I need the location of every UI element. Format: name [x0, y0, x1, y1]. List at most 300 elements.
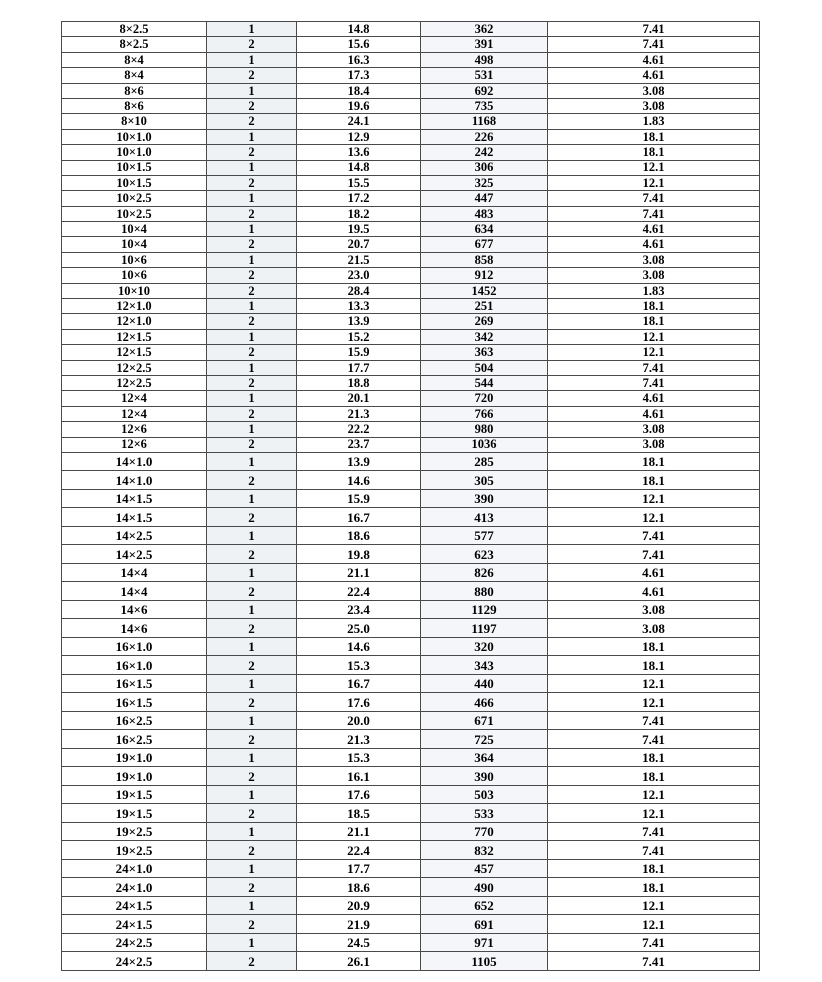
- resistance-cell: 3.08: [548, 268, 760, 283]
- cores-size-cell: 10×1.0: [62, 129, 207, 144]
- outer-diameter-cell: 22.4: [297, 841, 421, 860]
- armour-type-cell: 2: [207, 98, 297, 113]
- resistance-cell: 18.1: [548, 748, 760, 767]
- outer-diameter-cell: 15.2: [297, 329, 421, 344]
- outer-diameter-cell: 18.6: [297, 878, 421, 897]
- weight-cell: 305: [421, 471, 548, 490]
- cores-size-cell: 14×1.0: [62, 452, 207, 471]
- armour-type-cell: 1: [207, 222, 297, 237]
- weight-cell: 577: [421, 526, 548, 545]
- cores-size-cell: 19×2.5: [62, 822, 207, 841]
- outer-diameter-cell: 23.4: [297, 600, 421, 619]
- outer-diameter-cell: 20.1: [297, 391, 421, 406]
- table-row: [62, 375, 760, 390]
- weight-cell: 490: [421, 878, 548, 897]
- cores-size-cell: 12×4: [62, 406, 207, 421]
- armour-type-cell: 2: [207, 314, 297, 329]
- armour-type-cell: 2: [207, 693, 297, 712]
- cores-size-cell: 8×4: [62, 52, 207, 67]
- weight-cell: 391: [421, 37, 548, 52]
- table-row: [62, 206, 760, 221]
- weight-cell: 691: [421, 915, 548, 934]
- outer-diameter-cell: 18.2: [297, 206, 421, 221]
- armour-type-cell: 2: [207, 345, 297, 360]
- weight-cell: 503: [421, 785, 548, 804]
- outer-diameter-cell: 16.3: [297, 52, 421, 67]
- weight-cell: 466: [421, 693, 548, 712]
- armour-type-cell: 2: [207, 656, 297, 675]
- table-row: [62, 767, 760, 786]
- resistance-cell: 3.08: [548, 252, 760, 267]
- table-row: [62, 785, 760, 804]
- outer-diameter-cell: 17.3: [297, 68, 421, 83]
- table-row: [62, 345, 760, 360]
- cores-size-cell: 10×1.5: [62, 160, 207, 175]
- weight-cell: 447: [421, 191, 548, 206]
- resistance-cell: 7.41: [548, 952, 760, 971]
- resistance-cell: 4.61: [548, 222, 760, 237]
- armour-type-cell: 2: [207, 508, 297, 527]
- resistance-cell: 4.61: [548, 563, 760, 582]
- table-row: [62, 360, 760, 375]
- weight-cell: 692: [421, 83, 548, 98]
- resistance-cell: 18.1: [548, 314, 760, 329]
- outer-diameter-cell: 17.6: [297, 785, 421, 804]
- resistance-cell: 12.1: [548, 345, 760, 360]
- armour-type-cell: 1: [207, 637, 297, 656]
- table-row: [62, 563, 760, 582]
- weight-cell: 677: [421, 237, 548, 252]
- table-row: [62, 619, 760, 638]
- resistance-cell: 18.1: [548, 637, 760, 656]
- cores-size-cell: 19×1.0: [62, 767, 207, 786]
- weight-cell: 457: [421, 859, 548, 878]
- armour-type-cell: 2: [207, 37, 297, 52]
- weight-cell: 912: [421, 268, 548, 283]
- outer-diameter-cell: 13.9: [297, 314, 421, 329]
- weight-cell: 362: [421, 22, 548, 37]
- resistance-cell: 1.83: [548, 283, 760, 298]
- table-row: [62, 160, 760, 175]
- armour-type-cell: 1: [207, 360, 297, 375]
- resistance-cell: 3.08: [548, 437, 760, 452]
- cores-size-cell: 19×1.0: [62, 748, 207, 767]
- resistance-cell: 7.41: [548, 37, 760, 52]
- cores-size-cell: 12×1.0: [62, 299, 207, 314]
- table-row: [62, 693, 760, 712]
- weight-cell: 623: [421, 545, 548, 564]
- weight-cell: 720: [421, 391, 548, 406]
- outer-diameter-cell: 23.0: [297, 268, 421, 283]
- outer-diameter-cell: 19.8: [297, 545, 421, 564]
- resistance-cell: 18.1: [548, 299, 760, 314]
- armour-type-cell: 1: [207, 391, 297, 406]
- armour-type-cell: 1: [207, 489, 297, 508]
- outer-diameter-cell: 24.1: [297, 114, 421, 129]
- armour-type-cell: 2: [207, 206, 297, 221]
- outer-diameter-cell: 23.7: [297, 437, 421, 452]
- outer-diameter-cell: 15.6: [297, 37, 421, 52]
- cores-size-cell: 14×4: [62, 582, 207, 601]
- table-row: [62, 422, 760, 437]
- armour-type-cell: 1: [207, 526, 297, 545]
- outer-diameter-cell: 20.7: [297, 237, 421, 252]
- weight-cell: 1105: [421, 952, 548, 971]
- cable-spec-table: [61, 21, 760, 971]
- cores-size-cell: 14×1.5: [62, 489, 207, 508]
- weight-cell: 390: [421, 767, 548, 786]
- weight-cell: 343: [421, 656, 548, 675]
- table-row: [62, 314, 760, 329]
- resistance-cell: 7.41: [548, 711, 760, 730]
- cores-size-cell: 24×2.5: [62, 933, 207, 952]
- table-row: [62, 283, 760, 298]
- resistance-cell: 18.1: [548, 656, 760, 675]
- weight-cell: 634: [421, 222, 548, 237]
- cores-size-cell: 16×1.5: [62, 674, 207, 693]
- weight-cell: 735: [421, 98, 548, 113]
- weight-cell: 285: [421, 452, 548, 471]
- armour-type-cell: 1: [207, 711, 297, 730]
- cores-size-cell: 24×1.5: [62, 896, 207, 915]
- table-row: [62, 68, 760, 83]
- resistance-cell: 7.41: [548, 22, 760, 37]
- armour-type-cell: 1: [207, 52, 297, 67]
- table-row: [62, 175, 760, 190]
- weight-cell: 971: [421, 933, 548, 952]
- table-row: [62, 329, 760, 344]
- armour-type-cell: 2: [207, 375, 297, 390]
- table-row: [62, 600, 760, 619]
- table-row: [62, 896, 760, 915]
- table-row: [62, 114, 760, 129]
- outer-diameter-cell: 21.1: [297, 563, 421, 582]
- armour-type-cell: 1: [207, 160, 297, 175]
- armour-type-cell: 2: [207, 406, 297, 421]
- cores-size-cell: 12×1.0: [62, 314, 207, 329]
- outer-diameter-cell: 20.9: [297, 896, 421, 915]
- weight-cell: 342: [421, 329, 548, 344]
- table-row: [62, 841, 760, 860]
- armour-type-cell: 1: [207, 191, 297, 206]
- weight-cell: 498: [421, 52, 548, 67]
- outer-diameter-cell: 18.8: [297, 375, 421, 390]
- weight-cell: 440: [421, 674, 548, 693]
- armour-type-cell: 1: [207, 674, 297, 693]
- outer-diameter-cell: 15.3: [297, 748, 421, 767]
- armour-type-cell: 1: [207, 329, 297, 344]
- cores-size-cell: 10×10: [62, 283, 207, 298]
- weight-cell: 364: [421, 748, 548, 767]
- weight-cell: 390: [421, 489, 548, 508]
- armour-type-cell: 1: [207, 22, 297, 37]
- outer-diameter-cell: 18.5: [297, 804, 421, 823]
- cores-size-cell: 12×1.5: [62, 345, 207, 360]
- resistance-cell: 7.41: [548, 206, 760, 221]
- table-row: [62, 656, 760, 675]
- cores-size-cell: 8×2.5: [62, 22, 207, 37]
- armour-type-cell: 1: [207, 859, 297, 878]
- weight-cell: 269: [421, 314, 548, 329]
- armour-type-cell: 2: [207, 582, 297, 601]
- weight-cell: 880: [421, 582, 548, 601]
- cores-size-cell: 12×2.5: [62, 375, 207, 390]
- cores-size-cell: 24×2.5: [62, 952, 207, 971]
- table-row: [62, 674, 760, 693]
- cores-size-cell: 10×4: [62, 237, 207, 252]
- table-row: [62, 299, 760, 314]
- resistance-cell: 12.1: [548, 804, 760, 823]
- cores-size-cell: 14×1.5: [62, 508, 207, 527]
- weight-cell: 725: [421, 730, 548, 749]
- outer-diameter-cell: 25.0: [297, 619, 421, 638]
- cores-size-cell: 12×6: [62, 422, 207, 437]
- weight-cell: 226: [421, 129, 548, 144]
- weight-cell: 1197: [421, 619, 548, 638]
- weight-cell: 504: [421, 360, 548, 375]
- resistance-cell: 18.1: [548, 767, 760, 786]
- armour-type-cell: 2: [207, 804, 297, 823]
- cores-size-cell: 14×2.5: [62, 526, 207, 545]
- weight-cell: 251: [421, 299, 548, 314]
- cores-size-cell: 10×2.5: [62, 191, 207, 206]
- outer-diameter-cell: 22.2: [297, 422, 421, 437]
- table-row: [62, 489, 760, 508]
- outer-diameter-cell: 19.6: [297, 98, 421, 113]
- outer-diameter-cell: 13.6: [297, 145, 421, 160]
- weight-cell: 671: [421, 711, 548, 730]
- table-row: [62, 471, 760, 490]
- armour-type-cell: 1: [207, 129, 297, 144]
- armour-type-cell: 2: [207, 878, 297, 897]
- table-body: [62, 22, 760, 971]
- weight-cell: 766: [421, 406, 548, 421]
- cores-size-cell: 14×6: [62, 619, 207, 638]
- cores-size-cell: 10×1.0: [62, 145, 207, 160]
- outer-diameter-cell: 21.5: [297, 252, 421, 267]
- armour-type-cell: 1: [207, 422, 297, 437]
- outer-diameter-cell: 16.7: [297, 508, 421, 527]
- weight-cell: 1129: [421, 600, 548, 619]
- weight-cell: 413: [421, 508, 548, 527]
- table-row: [62, 637, 760, 656]
- table-row: [62, 391, 760, 406]
- resistance-cell: 7.41: [548, 545, 760, 564]
- resistance-cell: 3.08: [548, 83, 760, 98]
- armour-type-cell: 1: [207, 933, 297, 952]
- outer-diameter-cell: 17.7: [297, 360, 421, 375]
- resistance-cell: 4.61: [548, 68, 760, 83]
- table-row: [62, 915, 760, 934]
- outer-diameter-cell: 21.3: [297, 406, 421, 421]
- cores-size-cell: 14×6: [62, 600, 207, 619]
- outer-diameter-cell: 13.9: [297, 452, 421, 471]
- armour-type-cell: 1: [207, 299, 297, 314]
- cores-size-cell: 19×2.5: [62, 841, 207, 860]
- resistance-cell: 12.1: [548, 160, 760, 175]
- weight-cell: 483: [421, 206, 548, 221]
- outer-diameter-cell: 14.8: [297, 22, 421, 37]
- outer-diameter-cell: 18.6: [297, 526, 421, 545]
- table-row: [62, 252, 760, 267]
- resistance-cell: 1.83: [548, 114, 760, 129]
- cores-size-cell: 8×10: [62, 114, 207, 129]
- resistance-cell: 7.41: [548, 841, 760, 860]
- cores-size-cell: 16×2.5: [62, 711, 207, 730]
- weight-cell: 325: [421, 175, 548, 190]
- cores-size-cell: 10×6: [62, 268, 207, 283]
- armour-type-cell: 2: [207, 730, 297, 749]
- weight-cell: 533: [421, 804, 548, 823]
- cores-size-cell: 10×4: [62, 222, 207, 237]
- armour-type-cell: 1: [207, 452, 297, 471]
- table-row: [62, 37, 760, 52]
- resistance-cell: 7.41: [548, 526, 760, 545]
- armour-type-cell: 2: [207, 545, 297, 564]
- armour-type-cell: 2: [207, 915, 297, 934]
- table-row: [62, 804, 760, 823]
- table-row: [62, 237, 760, 252]
- resistance-cell: 12.1: [548, 489, 760, 508]
- outer-diameter-cell: 15.5: [297, 175, 421, 190]
- outer-diameter-cell: 17.2: [297, 191, 421, 206]
- table-row: [62, 730, 760, 749]
- resistance-cell: 4.61: [548, 391, 760, 406]
- weight-cell: 826: [421, 563, 548, 582]
- resistance-cell: 7.41: [548, 822, 760, 841]
- table-row: [62, 859, 760, 878]
- weight-cell: 832: [421, 841, 548, 860]
- table-row: [62, 526, 760, 545]
- resistance-cell: 12.1: [548, 674, 760, 693]
- table-row: [62, 83, 760, 98]
- table-row: [62, 191, 760, 206]
- table-row: [62, 822, 760, 841]
- outer-diameter-cell: 19.5: [297, 222, 421, 237]
- cores-size-cell: 10×6: [62, 252, 207, 267]
- weight-cell: 544: [421, 375, 548, 390]
- table-row: [62, 711, 760, 730]
- table-row: [62, 406, 760, 421]
- cores-size-cell: 24×1.0: [62, 878, 207, 897]
- table-row: [62, 98, 760, 113]
- cores-size-cell: 12×6: [62, 437, 207, 452]
- armour-type-cell: 2: [207, 114, 297, 129]
- armour-type-cell: 1: [207, 822, 297, 841]
- weight-cell: 980: [421, 422, 548, 437]
- resistance-cell: 12.1: [548, 693, 760, 712]
- resistance-cell: 7.41: [548, 360, 760, 375]
- armour-type-cell: 2: [207, 175, 297, 190]
- outer-diameter-cell: 17.7: [297, 859, 421, 878]
- weight-cell: 242: [421, 145, 548, 160]
- weight-cell: 363: [421, 345, 548, 360]
- armour-type-cell: 1: [207, 563, 297, 582]
- resistance-cell: 18.1: [548, 859, 760, 878]
- armour-type-cell: 2: [207, 237, 297, 252]
- outer-diameter-cell: 28.4: [297, 283, 421, 298]
- resistance-cell: 3.08: [548, 98, 760, 113]
- resistance-cell: 12.1: [548, 329, 760, 344]
- weight-cell: 306: [421, 160, 548, 175]
- resistance-cell: 4.61: [548, 237, 760, 252]
- armour-type-cell: 2: [207, 268, 297, 283]
- cores-size-cell: 19×1.5: [62, 804, 207, 823]
- armour-type-cell: 1: [207, 748, 297, 767]
- cores-size-cell: 14×4: [62, 563, 207, 582]
- armour-type-cell: 2: [207, 68, 297, 83]
- weight-cell: 652: [421, 896, 548, 915]
- outer-diameter-cell: 15.9: [297, 489, 421, 508]
- table-row: [62, 222, 760, 237]
- cores-size-cell: 12×4: [62, 391, 207, 406]
- outer-diameter-cell: 16.7: [297, 674, 421, 693]
- armour-type-cell: 1: [207, 252, 297, 267]
- table-row: [62, 952, 760, 971]
- table-row: [62, 545, 760, 564]
- outer-diameter-cell: 16.1: [297, 767, 421, 786]
- weight-cell: 320: [421, 637, 548, 656]
- cores-size-cell: 8×6: [62, 98, 207, 113]
- resistance-cell: 7.41: [548, 933, 760, 952]
- table-row: [62, 452, 760, 471]
- cores-size-cell: 10×2.5: [62, 206, 207, 221]
- armour-type-cell: 1: [207, 896, 297, 915]
- weight-cell: 1452: [421, 283, 548, 298]
- resistance-cell: 3.08: [548, 619, 760, 638]
- table-row: [62, 52, 760, 67]
- table-row: [62, 878, 760, 897]
- outer-diameter-cell: 24.5: [297, 933, 421, 952]
- resistance-cell: 12.1: [548, 508, 760, 527]
- resistance-cell: 18.1: [548, 471, 760, 490]
- cores-size-cell: 19×1.5: [62, 785, 207, 804]
- table-row: [62, 437, 760, 452]
- cores-size-cell: 16×1.0: [62, 637, 207, 656]
- table-row: [62, 508, 760, 527]
- armour-type-cell: 2: [207, 767, 297, 786]
- outer-diameter-cell: 15.3: [297, 656, 421, 675]
- table-row: [62, 933, 760, 952]
- outer-diameter-cell: 14.6: [297, 637, 421, 656]
- armour-type-cell: 1: [207, 83, 297, 98]
- cores-size-cell: 16×1.5: [62, 693, 207, 712]
- resistance-cell: 12.1: [548, 785, 760, 804]
- outer-diameter-cell: 20.0: [297, 711, 421, 730]
- outer-diameter-cell: 17.6: [297, 693, 421, 712]
- outer-diameter-cell: 21.3: [297, 730, 421, 749]
- weight-cell: 770: [421, 822, 548, 841]
- resistance-cell: 12.1: [548, 896, 760, 915]
- resistance-cell: 18.1: [548, 878, 760, 897]
- resistance-cell: 18.1: [548, 452, 760, 471]
- armour-type-cell: 2: [207, 437, 297, 452]
- weight-cell: 858: [421, 252, 548, 267]
- cores-size-cell: 16×2.5: [62, 730, 207, 749]
- resistance-cell: 12.1: [548, 915, 760, 934]
- armour-type-cell: 2: [207, 619, 297, 638]
- resistance-cell: 7.41: [548, 191, 760, 206]
- outer-diameter-cell: 13.3: [297, 299, 421, 314]
- outer-diameter-cell: 14.6: [297, 471, 421, 490]
- cores-size-cell: 8×4: [62, 68, 207, 83]
- resistance-cell: 7.41: [548, 375, 760, 390]
- table-row: [62, 129, 760, 144]
- resistance-cell: 3.08: [548, 422, 760, 437]
- cores-size-cell: 12×2.5: [62, 360, 207, 375]
- table-row: [62, 582, 760, 601]
- resistance-cell: 12.1: [548, 175, 760, 190]
